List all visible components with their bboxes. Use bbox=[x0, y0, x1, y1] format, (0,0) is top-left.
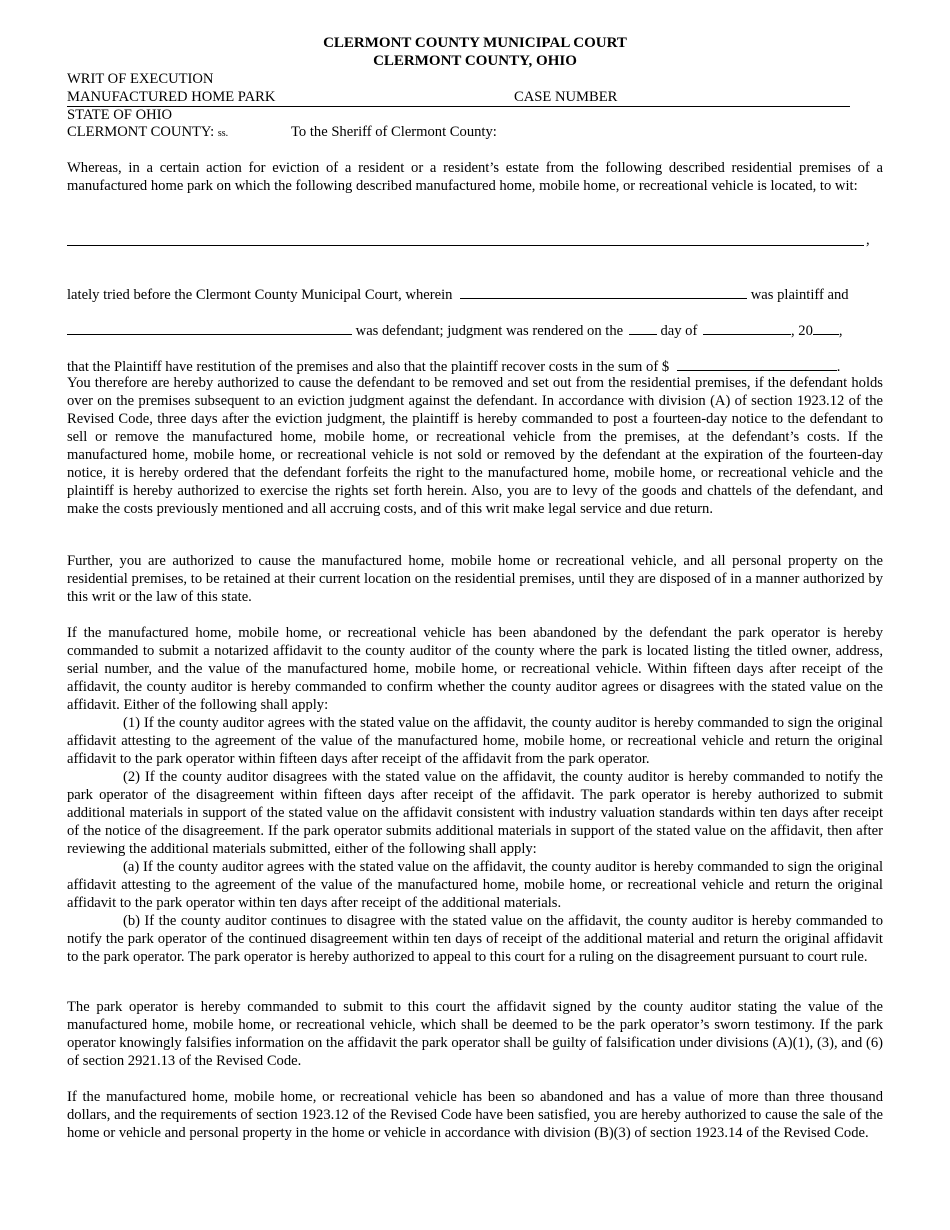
retention-paragraph: Further, you are authorized to cause the manufactured home, mobile home or recreational vehicle, and all personal property on the residential premises, to be retained at their current location on the residential premises, until they are disposed of in a manner authorized by this writ or the law of this state. bbox=[67, 553, 883, 605]
costs-text: that the Plaintiff have restitution of the premises and also that the plaintiff recover costs in the sum of $ bbox=[67, 359, 670, 375]
premises-comma: , bbox=[866, 232, 870, 248]
auditor-disagrees-item: (2) If the county auditor disagrees with the stated value on the affidavit, the county auditor is hereby commanded to notify the park operator of the disagreement within fifteen days after receipt of the affidavit. The park operator is hereby authorized to submit additional materials in support of the stated value on the affidavit consistent with industry valuation standards within ten days after receipt of the notice of the disagreement. If the park operator submits additional materials in support of the stated value on the affidavit, then after reviewing the additional materials submitted, either of the following shall apply: bbox=[67, 769, 883, 857]
court-location: CLERMONT COUNTY, OHIO bbox=[373, 53, 577, 69]
costs-line bbox=[67, 356, 840, 376]
auditor-agrees-item: (1) If the county auditor agrees with the stated value on the affidavit, the county auditor is hereby commanded to sign the original affidavit attesting to the agreement of the value of the manufactured home, mobile home, or recreational vehicle and return the original affidavit to the park operator within fifteen days after receipt of the affidavit from the park operator. bbox=[67, 715, 883, 767]
tried-before-text: lately tried before the Clermont County Municipal Court, wherein bbox=[67, 287, 453, 303]
judgment-day-field[interactable] bbox=[629, 320, 657, 335]
state-line: STATE OF OHIO bbox=[67, 107, 173, 123]
plaintiff-name-field[interactable] bbox=[460, 284, 747, 299]
year-prefix: , 20 bbox=[790, 323, 813, 339]
judgment-month-field[interactable] bbox=[703, 320, 791, 335]
tried-before-line bbox=[67, 284, 849, 304]
defendant-name-field[interactable] bbox=[67, 320, 352, 335]
abandonment-paragraph: If the manufactured home, mobile home, or recreational vehicle has been abandoned by the defendant the park operator is hereby commanded to submit a notarized affidavit to the county auditor of the county where the park is located listing the titled owner, address, serial number, and the value of the manufactured home, mobile home, or recreational vehicle. Within fifteen days after receipt of the affidavit, the county auditor is hereby commanded to confirm whether the county auditor agrees or disagrees with the stated value on the affidavit. Either of the following shall apply: bbox=[67, 625, 883, 713]
authorization-paragraph: You therefore are hereby authorized to cause the defendant to be removed and set out from the residential premises, if the defendant holds over on the premises subsequent to an eviction judgment against the defendant. In accordance with division (A) of section 1923.12 of the Revised Code, three days after the eviction judgment, the plaintiff is hereby commanded to post a fourteen-day notice to the defendant to sell or remove the manufactured home, mobile home, or recreational vehicle from the premises, at the defendant’s costs. If the manufactured home, mobile home, or recreational vehicle is not sold or removed by the defendant at the expiration of the fourteen-day notice, it is hereby ordered that the defendant forfeits the right to the manufactured home, mobile home, or recreational vehicle and the plaintiff is hereby authorized to exercise the rights set forth herein. Also, you are to levy of the goods and chattels of the defendant, and make the costs previously mentioned and all accruing costs, and of this writ make legal service and due return. bbox=[67, 375, 883, 517]
costs-amount-field[interactable] bbox=[677, 356, 837, 371]
was-defendant-text: was defendant; judgment was rendered on the bbox=[355, 323, 624, 339]
court-name: CLERMONT COUNTY MUNICIPAL COURT bbox=[323, 35, 627, 51]
affidavit-submission-paragraph: The park operator is hereby commanded to submit to this court the affidavit signed by the county auditor stating the value of the manufactured home, mobile home, or recreational vehicle, which shall be deemed to be the park operator’s sworn testimony. If the park operator knowingly falsifies information on the affidavit the park operator shall be guilty of falsification under divisions (A)(1), (3), and (6) of section 2921.13 of the Revised Code. bbox=[67, 999, 883, 1069]
form-title: WRIT OF EXECUTION bbox=[67, 71, 214, 87]
auditor-agrees-subitem: (a) If the county auditor agrees with the stated value on the affidavit, the county auditor is hereby commanded to sign the original affidavit attesting to the agreement of the value of the manufactured home, mobile home, or recreational vehicle and return the original affidavit to the park operator within ten days after receipt of the additional materials. bbox=[67, 859, 883, 911]
case-number-field[interactable] bbox=[624, 88, 849, 106]
form-subtitle: MANUFACTURED HOME PARK bbox=[67, 89, 276, 105]
was-plaintiff-text: was plaintiff and bbox=[750, 287, 849, 303]
sheriff-address: To the Sheriff of Clermont County: bbox=[291, 124, 497, 140]
auditor-continues-disagree-subitem: (b) If the county auditor continues to disagree with the stated value on the affidavit, the county auditor is hereby commanded to notify the park operator of the continued disagreement within ten days of receipt of the additional material and return the original affidavit to the park operator. The park operator is hereby authorized to appeal to this court for a ruling on the disagreement pursuant to court rule. bbox=[67, 913, 883, 965]
case-number-label: CASE NUMBER bbox=[514, 89, 618, 105]
judgment-year-field[interactable] bbox=[813, 320, 839, 335]
defendant-line bbox=[67, 320, 843, 340]
year-suffix: , bbox=[838, 323, 843, 339]
day-of-text: day of bbox=[660, 323, 698, 339]
intro-paragraph: Whereas, in a certain action for eviction of a resident or a resident’s estate from the following described residential premises of a manufactured home park on which the following described manufactured home, mobile home, or recreational vehicle is located, to wit: bbox=[67, 160, 883, 194]
county-label: CLERMONT COUNTY: bbox=[67, 124, 215, 140]
costs-period: . bbox=[836, 359, 841, 375]
ss-abbrev: ss. bbox=[217, 128, 229, 139]
premises-description-field[interactable] bbox=[67, 245, 864, 246]
county-line bbox=[67, 123, 228, 143]
sale-authorization-paragraph: If the manufactured home, mobile home, or recreational vehicle has been so abandoned and has a value of more than three thousand dollars, and the requirements of section 1923.12 of the Revised Code have been satisfied, you are hereby authorized to cause the sale of the home or vehicle and personal property in the home or vehicle in accordance with division (B)(3) of section 1923.14 of the Revised Code. bbox=[67, 1089, 883, 1141]
